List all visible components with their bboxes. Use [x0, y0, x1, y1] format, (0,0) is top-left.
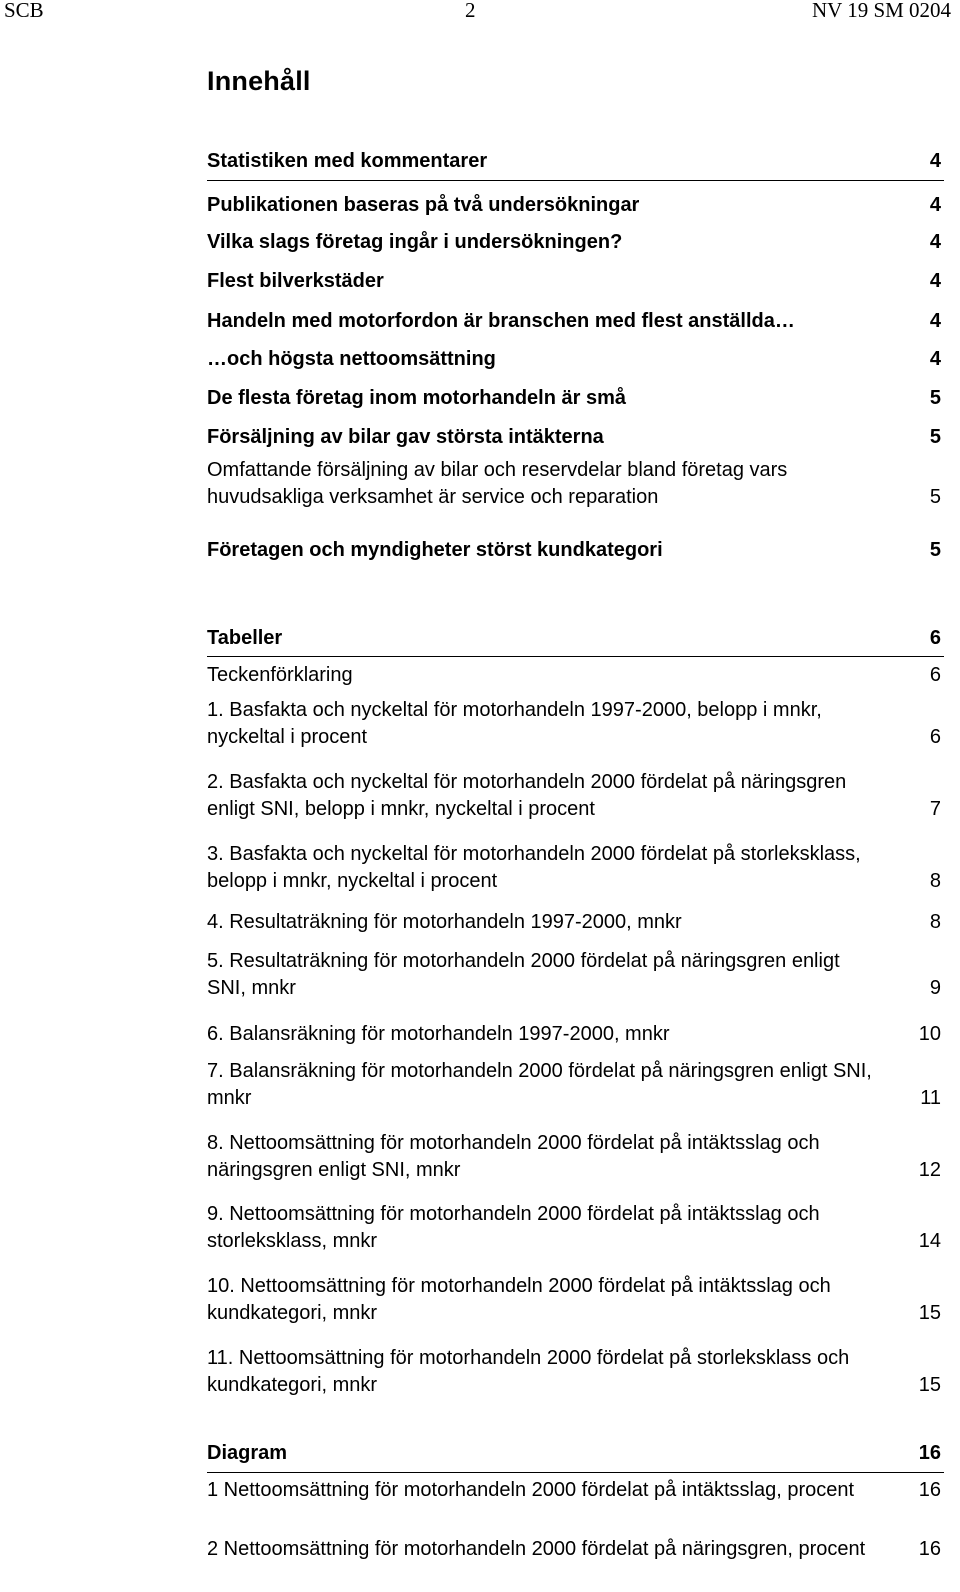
toc-entry-text: Diagram: [207, 1442, 288, 1464]
toc-entry-page: 5: [929, 387, 941, 409]
toc-entry-page: 14: [918, 1230, 941, 1252]
toc-entry-page: 7: [929, 798, 941, 820]
toc-entry-page: 16: [918, 1538, 941, 1560]
toc-entry-text: 4. Resultaträkning för motorhandeln 1997-2000, mnkr: [207, 911, 682, 933]
toc-entry[interactable]: [207, 192, 941, 219]
toc-entry-text: 6. Balansräkning för motorhandeln 1997-2000, mnkr: [207, 1023, 670, 1045]
heading-underline: [207, 1472, 944, 1473]
toc-entry[interactable]: [207, 457, 941, 511]
toc-entry[interactable]: [207, 1477, 941, 1504]
toc-entry-page: 15: [918, 1374, 941, 1396]
toc-entry-page: 4: [929, 150, 941, 172]
toc-entry[interactable]: [207, 1058, 941, 1112]
toc-entry[interactable]: [207, 1130, 941, 1184]
toc-entry-page: 12: [918, 1159, 941, 1181]
toc-entry-page: 5: [929, 539, 941, 561]
toc-entry-page: 8: [929, 870, 941, 892]
toc-entry-text: 2 Nettoomsättning för motorhandeln 2000 fördelat på näringsgren, procent: [207, 1538, 866, 1560]
toc-entry[interactable]: [207, 229, 941, 256]
toc-entry[interactable]: [207, 1021, 941, 1048]
toc-entry-page: 4: [929, 310, 941, 332]
toc-entry[interactable]: [207, 308, 941, 335]
toc-entry-page: 15: [918, 1302, 941, 1324]
toc-entry-page: 4: [929, 348, 941, 370]
toc-entry[interactable]: [207, 537, 941, 564]
toc-entry-text: 2. Basfakta och nyckeltal för motorhandeln 2000 fördelat på näringsgren enligt SNI, belopp i mnkr, nyckeltal i procent: [207, 771, 847, 820]
toc-entry-text: De flesta företag inom motorhandeln är små: [207, 387, 626, 409]
heading-underline: [207, 180, 944, 181]
toc-entry-text: Teckenförklaring: [207, 664, 353, 686]
toc-entry[interactable]: [207, 909, 941, 936]
toc-section-heading[interactable]: [207, 1440, 941, 1467]
toc-entry-page: 4: [929, 194, 941, 216]
toc-entry-text: 10. Nettoomsättning för motorhandeln 2000 fördelat på intäktsslag och kundkategori, mnkr: [207, 1275, 831, 1324]
toc-entry-page: 6: [929, 664, 941, 686]
toc-entry-text: 3. Basfakta och nyckeltal för motorhandeln 2000 fördelat på storleksklass, belopp i mnkr, nyckeltal i procent: [207, 843, 861, 892]
toc-entry-text: Tabeller: [207, 627, 283, 649]
toc-entry-page: 11: [920, 1087, 941, 1109]
toc-entry[interactable]: [207, 1201, 941, 1255]
toc-entry[interactable]: [207, 662, 941, 689]
toc-entry-text: 11. Nettoomsättning för motorhandeln 2000 fördelat på storleksklass och kundkategori, mnkr: [207, 1347, 850, 1396]
toc-entry-text: Vilka slags företag ingår i undersökningen?: [207, 231, 623, 253]
header-page-number: 2: [465, 0, 476, 22]
page-title: Innehåll: [207, 66, 311, 96]
toc-entry-text: Försäljning av bilar gav största intäkterna: [207, 426, 604, 448]
toc-entry[interactable]: [207, 385, 941, 412]
toc-entry[interactable]: [207, 346, 941, 373]
heading-underline: [207, 656, 944, 657]
toc-entry-text: Handeln med motorfordon är branschen med flest anställda…: [207, 310, 795, 332]
toc-entry-text: Företagen och myndigheter störst kundkategori: [207, 539, 663, 561]
toc-entry-page: 5: [929, 426, 941, 448]
toc-entry-text: Flest bilverkstäder: [207, 270, 384, 292]
toc-entry-text: 7. Balansräkning för motorhandeln 2000 fördelat på näringsgren enligt SNI, mnkr: [207, 1060, 872, 1109]
toc-entry-page: 5: [929, 486, 941, 508]
toc-entry-text: 9. Nettoomsättning för motorhandeln 2000 fördelat på intäktsslag och storleksklass, mnkr: [207, 1203, 820, 1252]
toc-entry-text: Publikationen baseras på två undersökningar: [207, 194, 640, 216]
toc-entry-text: Statistiken med kommentarer: [207, 150, 488, 172]
toc-entry-page: 8: [929, 911, 941, 933]
header-left: SCB: [4, 0, 44, 22]
toc-entry[interactable]: [207, 424, 941, 451]
header-right: NV 19 SM 0204: [812, 0, 952, 22]
toc-entry-page: 9: [929, 977, 941, 999]
toc-entry-text: 8. Nettoomsättning för motorhandeln 2000 fördelat på intäktsslag och näringsgren enligt SNI, mnkr: [207, 1132, 820, 1181]
toc-entry[interactable]: [207, 769, 941, 823]
toc-entry-page: 10: [918, 1023, 941, 1045]
toc-entry-text: 1 Nettoomsättning för motorhandeln 2000 fördelat på intäktsslag, procent: [207, 1479, 855, 1501]
toc-entry[interactable]: [207, 1536, 941, 1563]
toc-entry-page: 6: [929, 726, 941, 748]
toc-entry-text: Omfattande försäljning av bilar och reservdelar bland företag vars huvudsakliga verksamhet är service och reparation: [207, 459, 788, 508]
toc-section-heading[interactable]: [207, 625, 941, 652]
page-header: [0, 0, 960, 30]
toc-entry-page: 4: [929, 270, 941, 292]
toc-entry[interactable]: [207, 841, 941, 895]
toc-entry[interactable]: [207, 1345, 941, 1399]
toc-entry-page: 4: [929, 231, 941, 253]
toc-entry[interactable]: [207, 1273, 941, 1327]
toc-entry-text: 1. Basfakta och nyckeltal för motorhandeln 1997-2000, belopp i mnkr, nyckeltal i procent: [207, 699, 822, 748]
toc-entry[interactable]: [207, 697, 941, 751]
toc-entry-page: 16: [918, 1479, 941, 1501]
toc-entry[interactable]: [207, 948, 941, 1002]
toc-entry-page: 16: [918, 1442, 941, 1464]
toc-entry[interactable]: [207, 268, 941, 295]
toc-entry-page: 6: [929, 627, 941, 649]
toc-section-heading[interactable]: [207, 148, 941, 175]
toc-entry-text: …och högsta nettoomsättning: [207, 348, 496, 370]
toc-entry-text: 5. Resultaträkning för motorhandeln 2000 fördelat på näringsgren enligt SNI, mnkr: [207, 950, 840, 999]
